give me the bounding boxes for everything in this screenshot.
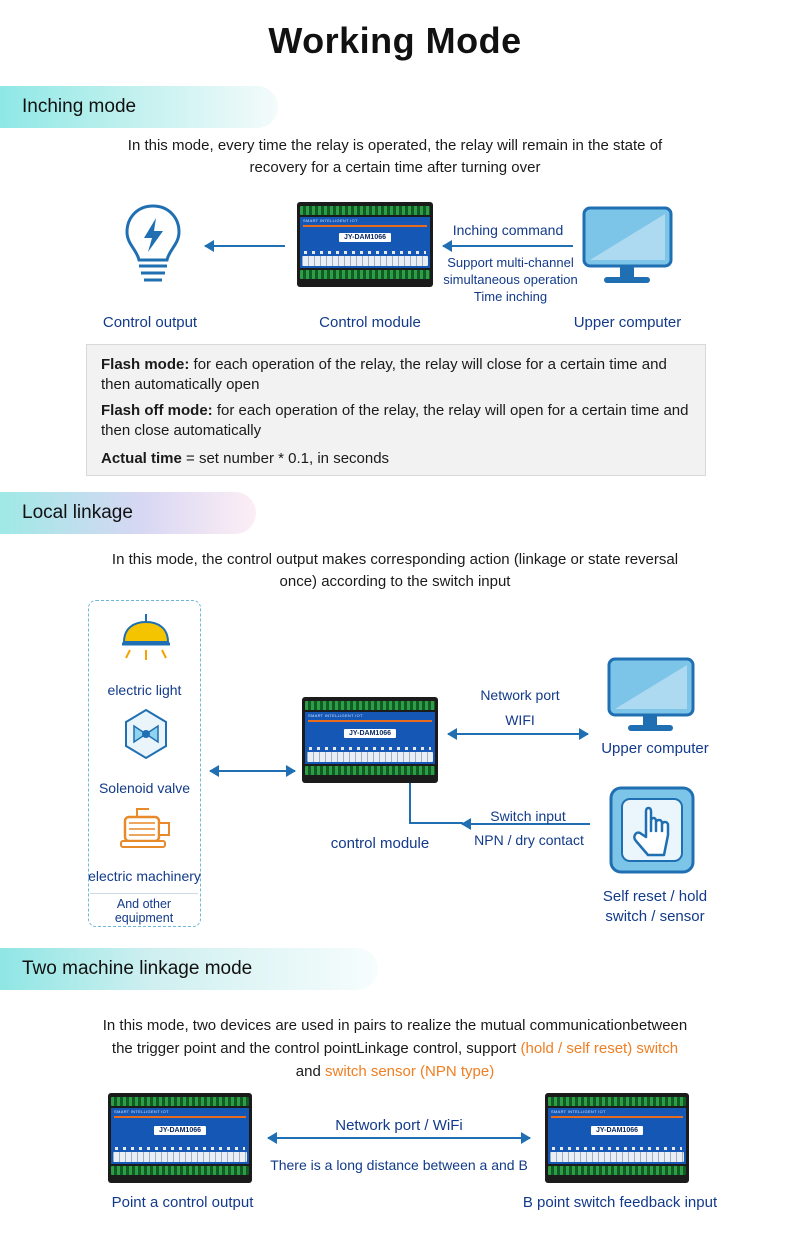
module-board <box>548 1108 686 1164</box>
caption-point-a: Point a control output <box>111 1194 254 1211</box>
terminal-strip-bottom <box>548 1166 686 1175</box>
inching-description: In this mode, every time the relay is operated, the relay will remain in the state of recovery for a certain time after turning over <box>127 137 663 176</box>
caption-upper-computer-2: Upper computer <box>601 740 709 757</box>
terminal-strip-bottom <box>111 1166 249 1175</box>
label-distance-note: There is a long distance between a and B <box>270 1157 528 1173</box>
module-board-header: SMART INTELLIGENT IOT <box>114 1109 169 1114</box>
note-flashoff-mode <box>101 401 691 441</box>
solenoid-valve-icon <box>118 706 174 762</box>
caption-solenoid-valve: Solenoid valve <box>98 780 191 796</box>
module-model-label: JY-DAM1066 <box>591 1126 643 1135</box>
two-machine-desc-highlight2: switch sensor (NPN type) <box>324 1063 495 1080</box>
arrow-network-port <box>448 733 588 735</box>
bulb-icon <box>118 200 188 290</box>
caption-electric-machinery: electric machinery <box>88 868 201 884</box>
inching-note-box <box>86 344 706 476</box>
section-tab-two-machine <box>0 948 378 990</box>
caption-control-module-2: control module <box>330 835 430 852</box>
two-machine-desc-line1: In this mode, two devices are used in pairs to realize the mutual communicationbetween <box>102 1017 688 1034</box>
note-actual-text: = set number * 0.1, in seconds <box>181 450 390 467</box>
arrow-devices-module <box>210 770 295 772</box>
caption-other-equipment: And other equipment <box>90 893 198 925</box>
module-terminal-row <box>550 1152 684 1162</box>
arrow-module-to-output <box>205 245 285 247</box>
label-network-port-wifi: Network port / WiFi <box>335 1117 463 1134</box>
label-switch-input: Switch input <box>490 808 566 824</box>
touch-switch-icon <box>608 785 696 875</box>
caption-control-module: Control module <box>319 314 421 331</box>
label-support-line3: Time inching <box>473 289 548 304</box>
two-machine-desc-line3a: and <box>295 1063 325 1080</box>
terminal-strip-bottom <box>305 766 435 775</box>
label-support-line2: simultaneous operation <box>443 272 578 287</box>
section-tab-inching <box>0 86 278 128</box>
terminal-strip-top <box>300 206 430 215</box>
terminal-strip-top <box>111 1097 249 1106</box>
page-title: Working Mode <box>268 20 522 61</box>
label-wifi: WIFI <box>505 712 535 728</box>
electric-machinery-icon <box>115 803 177 855</box>
arrow-two-machine-link <box>268 1137 530 1139</box>
module-model-label: JY-DAM1066 <box>339 233 391 242</box>
module-board-header: SMART INTELLIGENT IOT <box>551 1109 606 1114</box>
module-board-header: SMART INTELLIGENT IOT <box>308 713 363 718</box>
module-leds <box>115 1147 245 1150</box>
module-terminal-row <box>113 1152 247 1162</box>
module-board-header: SMART INTELLIGENT IOT <box>303 218 358 223</box>
terminal-strip-top <box>305 701 435 710</box>
module-leds <box>309 747 431 750</box>
note-actual-time <box>101 449 691 469</box>
note-flash-title: Flash mode: <box>101 356 190 373</box>
note-flash-text: for each operation of the relay, the relay will close for a certain time and then automatically open <box>101 356 667 393</box>
two-machine-description <box>55 1014 735 1083</box>
terminal-strip-bottom <box>300 270 430 279</box>
note-flash-mode <box>101 355 691 395</box>
module-board <box>300 217 430 268</box>
control-module-device-3 <box>108 1093 252 1183</box>
label-network-port: Network port <box>480 687 560 703</box>
caption-self-reset-line1: Self reset / hold <box>602 888 708 905</box>
module-board <box>111 1108 249 1164</box>
section-tab-local-linkage <box>0 492 256 534</box>
module-model-label: JY-DAM1066 <box>154 1126 206 1135</box>
module-model-label: JY-DAM1066 <box>344 729 396 738</box>
upper-computer-monitor-2 <box>605 655 697 740</box>
section-tab-inching-label: Inching mode <box>22 96 137 117</box>
control-module-device-1 <box>297 202 433 287</box>
label-inching-command: Inching command <box>452 222 564 238</box>
module-board <box>305 712 435 764</box>
module-leds <box>552 1147 682 1150</box>
two-machine-desc-line2a: the trigger point and the control pointLinkage control, support <box>111 1040 521 1057</box>
caption-upper-computer: Upper computer <box>573 314 682 331</box>
caption-control-output: Control output <box>102 314 198 331</box>
section-tab-two-machine-label: Two machine linkage mode <box>22 958 253 979</box>
module-terminal-row <box>307 752 433 762</box>
control-module-device-4 <box>545 1093 689 1183</box>
control-module-device-2 <box>302 697 438 783</box>
module-leds <box>304 251 426 254</box>
terminal-strip-top <box>548 1097 686 1106</box>
label-support-line1: Support multi-channel <box>447 255 574 270</box>
arrow-computer-to-module <box>443 245 573 247</box>
note-flashoff-title: Flash off mode: <box>101 402 213 419</box>
section-tab-local-linkage-label: Local linkage <box>22 502 133 523</box>
caption-point-b: B point switch feedback input <box>522 1194 718 1211</box>
caption-self-reset-line2: switch / sensor <box>605 908 705 925</box>
caption-electric-light: electric light <box>107 682 182 698</box>
label-npn-dry-contact: NPN / dry contact <box>474 832 584 848</box>
note-flashoff-text: for each operation of the relay, the relay will open for a certain time and then close automatically <box>101 402 689 439</box>
two-machine-desc-highlight1: (hold / self reset) switch <box>520 1040 679 1057</box>
module-terminal-row <box>302 256 428 266</box>
upper-computer-monitor-1 <box>580 204 675 294</box>
note-actual-title: Actual time <box>101 450 182 467</box>
electric-light-icon <box>118 612 174 664</box>
local-linkage-description: In this mode, the control output makes corresponding action (linkage or state reversal once) according to the switch input <box>111 551 679 590</box>
